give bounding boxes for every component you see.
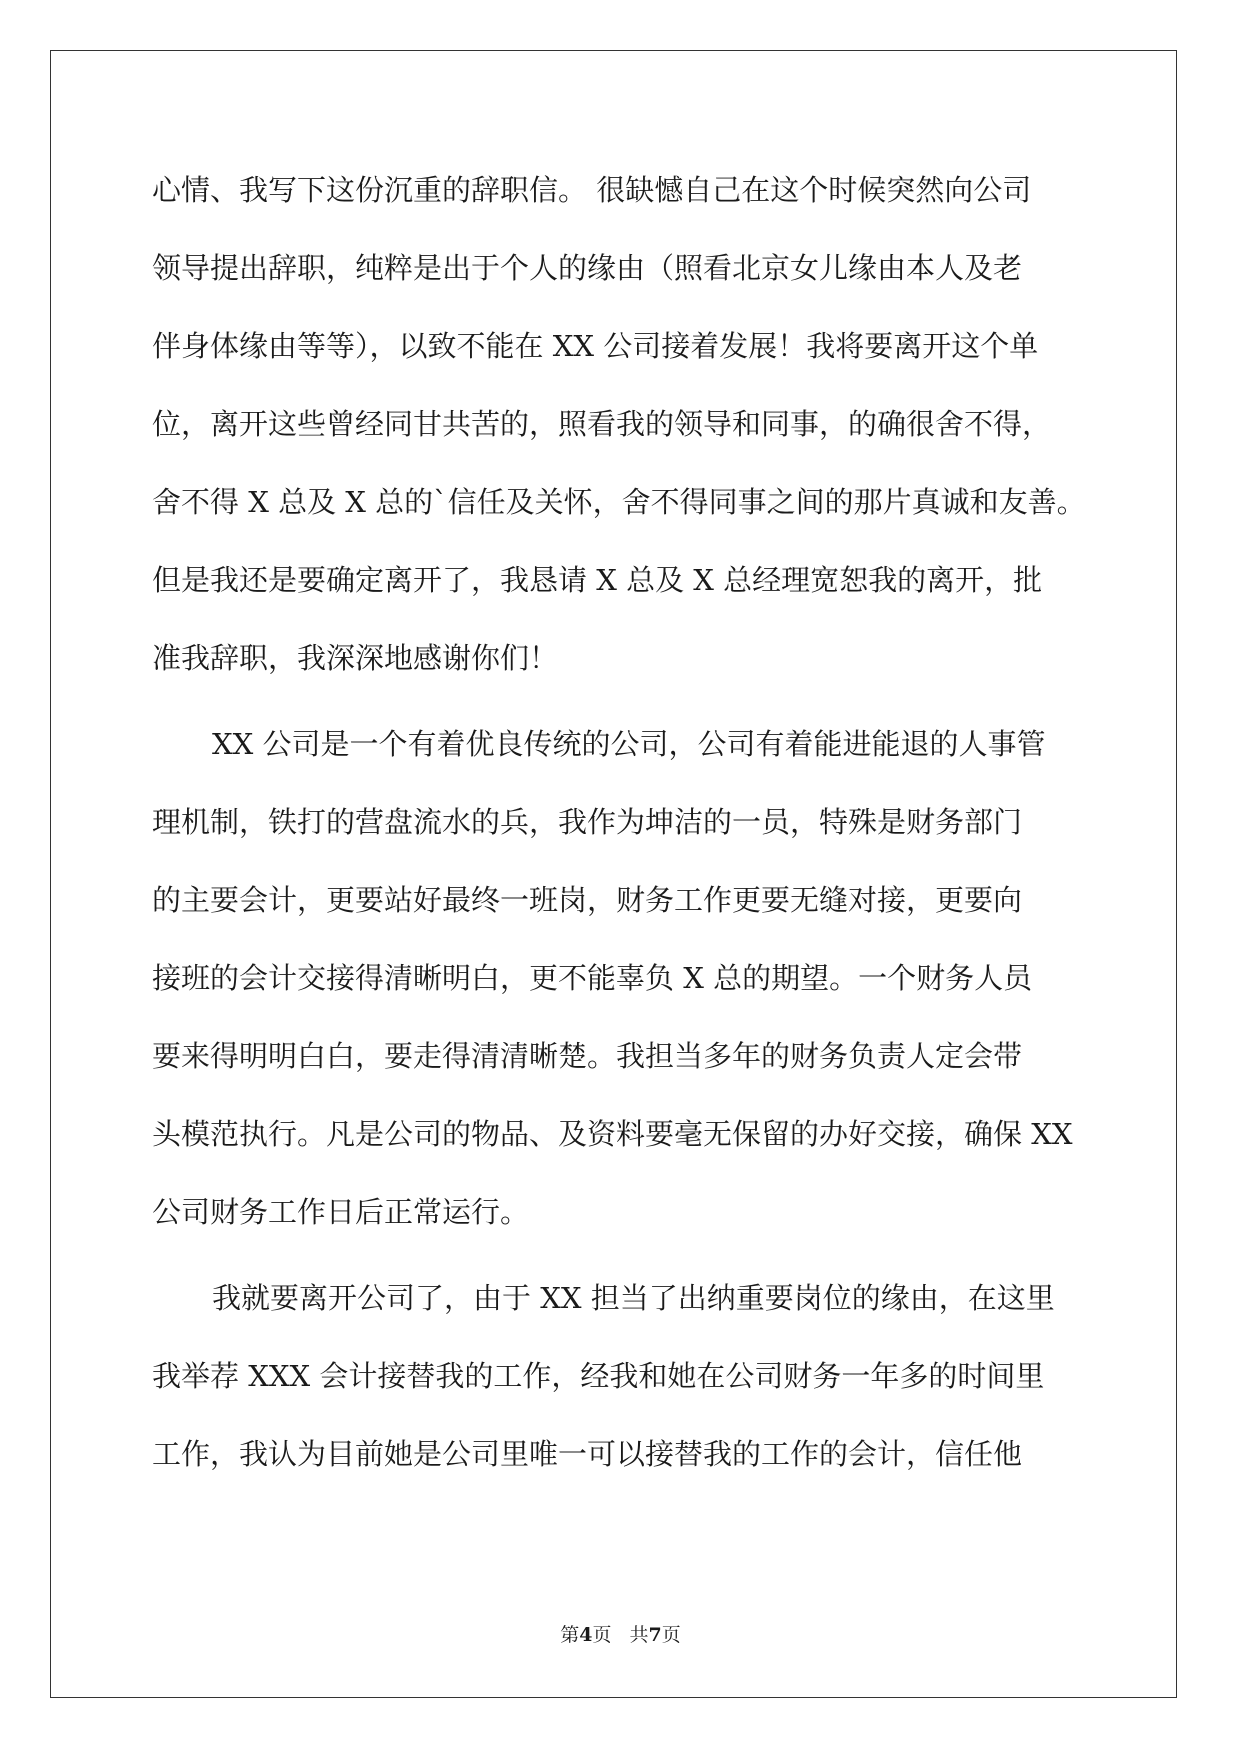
text-line: 的主要会计，更要站好最终一班岗，财务工作更要无缝对接，更要向 [152,883,1023,917]
text-line: 要来得明明白白，要走得清清晰楚。我担当多年的财务负责人定会带 [152,1039,1023,1073]
text-line: 工作，我认为目前她是公司里唯一可以接替我的工作的会计，信任他 [152,1437,1023,1471]
text-line: 我举荐 XXX 会计接替我的工作，经我和她在公司财务一年多的时间里 [152,1359,1045,1393]
footer-total-suffix: 页 [661,1624,681,1646]
text-line: 准我辞职，我深深地感谢你们！ [152,641,559,675]
footer-page-suffix: 页 [592,1624,612,1646]
footer-prefix: 第 [560,1624,580,1646]
text-line: 公司财务工作日后正常运行。 [152,1195,530,1229]
text-line: 接班的会计交接得清晰明白，更不能辜负 X 总的期望。一个财务人员 [152,961,1033,995]
text-line: 头模范执行。凡是公司的物品、及资料要毫无保留的办好交接，确保 XX [152,1117,1073,1151]
text-line: 位，离开这些曾经同甘共苦的，照看我的领导和同事，的确很舍不得， [152,407,1052,441]
text-line: 但是我还是要确定离开了，我恳请 X 总及 X 总经理宽恕我的离开，批 [152,563,1043,597]
text-line: 理机制，铁打的营盘流水的兵，我作为坤洁的一员，特殊是财务部门 [152,805,1023,839]
text-line: 领导提出辞职，纯粹是出于个人的缘由（照看北京女儿缘由本人及老 [152,251,1023,285]
text-line: 舍不得 X 总及 X 总的`信任及关怀，舍不得同事之间的那片真诚和友善。 [152,485,1086,519]
text-line: 心情、我写下这份沉重的辞职信。 很缺憾自己在这个时候突然向公司 [152,173,1032,207]
paragraph-start: 我就要离开公司了，由于 XX 担当了出纳重要岗位的缘由，在这里 [212,1281,1055,1315]
footer-total-prefix: 共 [629,1624,649,1646]
letter-body [152,160,1092,1502]
text-line: 伴身体缘由等等），以致不能在 XX 公司接着发展！我将要离开这个单 [152,329,1039,363]
page-footer [0,1622,1241,1648]
page-number: 4 [579,1624,593,1646]
paragraph-start: XX 公司是一个有着优良传统的公司，公司有着能进能退的人事管 [212,727,1046,761]
total-pages: 7 [648,1624,662,1646]
